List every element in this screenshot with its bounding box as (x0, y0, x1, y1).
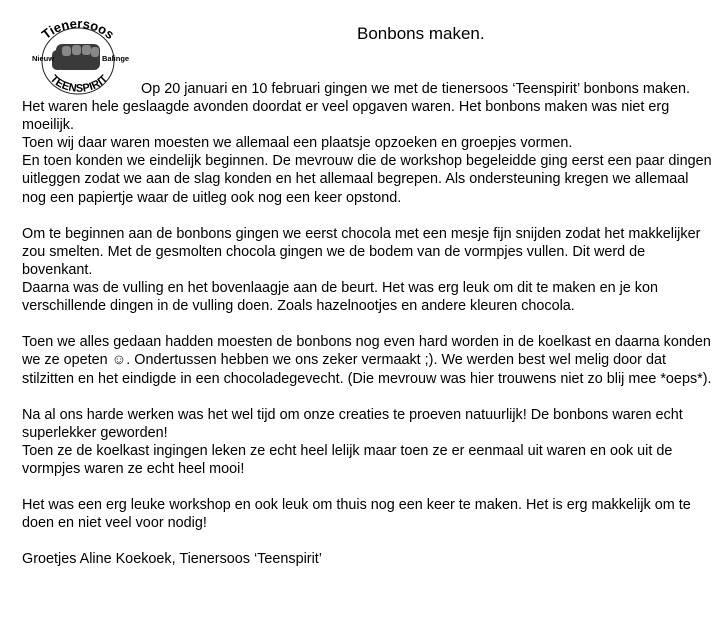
paragraph: Toen wij daar waren moesten we allemaal een plaatsje opzoeken en groepjes vormen. (22, 135, 573, 152)
paragraph: Na al ons harde werken was het wel tijd om onze creaties te proeven natuurlijk! De bonbons waren echt superlekker geworden! (22, 406, 683, 441)
paragraph: Toen we alles gedaan hadden moesten de bonbons nog even hard worden in de koelkast en daarna konden we ze opeten ☺. Ondertussen hebben we ons zeker vermaakt ;). We werden best wel melig door dat stilzitten en het eindigde in een chocoladegevecht. (Die mevrouw was hier trouwens niet zo blij mee *oeps*). (22, 334, 712, 387)
document-body (22, 80, 714, 569)
paragraph: Op 20 januari en 10 februari gingen we met de tienersoos ‘Teenspirit’ bonbons maken. Het waren hele geslaagde avonden doordat er veel opgaven waren. Het bonbons maken was niet erg moeilijk. (22, 81, 691, 134)
page-title: Bonbons maken. (357, 24, 485, 43)
logo-left-text: Nieuw (32, 54, 55, 63)
paragraph: Het was een erg leuke workshop en ook leuk om thuis nog een keer te maken. Het is erg makkelijk om te doen en niet veel voor nodig! (22, 497, 691, 532)
paragraph: En toen konden we eindelijk beginnen. De mevrouw die de workshop begeleidde ging eerst een paar dingen uitleggen zodat we aan de slag konden en het allemaal begrepen. Als ondersteuning kregen we allemaal nog een papiertje waar de uitleg ook nog een keer opstond. (22, 153, 712, 206)
logo-right-text: Balinge (102, 54, 130, 63)
paragraph: Toen ze de koelkast ingingen leken ze echt heel lelijk maar toen ze er eenmaal uit waren en ook uit de vormpjes waren ze echt heel mooi! (22, 442, 673, 477)
paragraph: Om te beginnen aan de bonbons gingen we eerst chocola met een mesje fijn snijden zodat het makkelijker zou smelten. Met de gesmolten chocola gingen we de bodem van de vormpjes vullen. Dit werd de bovenkant. (22, 225, 701, 278)
logo-top-text: Tienersoos (38, 15, 118, 42)
signature: Groetjes Aline Koekoek, Tienersoos ‘Teenspirit’ (22, 551, 322, 568)
logo-bottom-text: TEENSPIRIT (47, 72, 111, 95)
paragraph: Daarna was de vulling en het bovenlaagje aan de beurt. Het was erg leuk om dit te maken en je kon verschillende dingen in de vulling doen. Zoals hazelnootjes en andere kleuren chocola. (22, 280, 658, 315)
